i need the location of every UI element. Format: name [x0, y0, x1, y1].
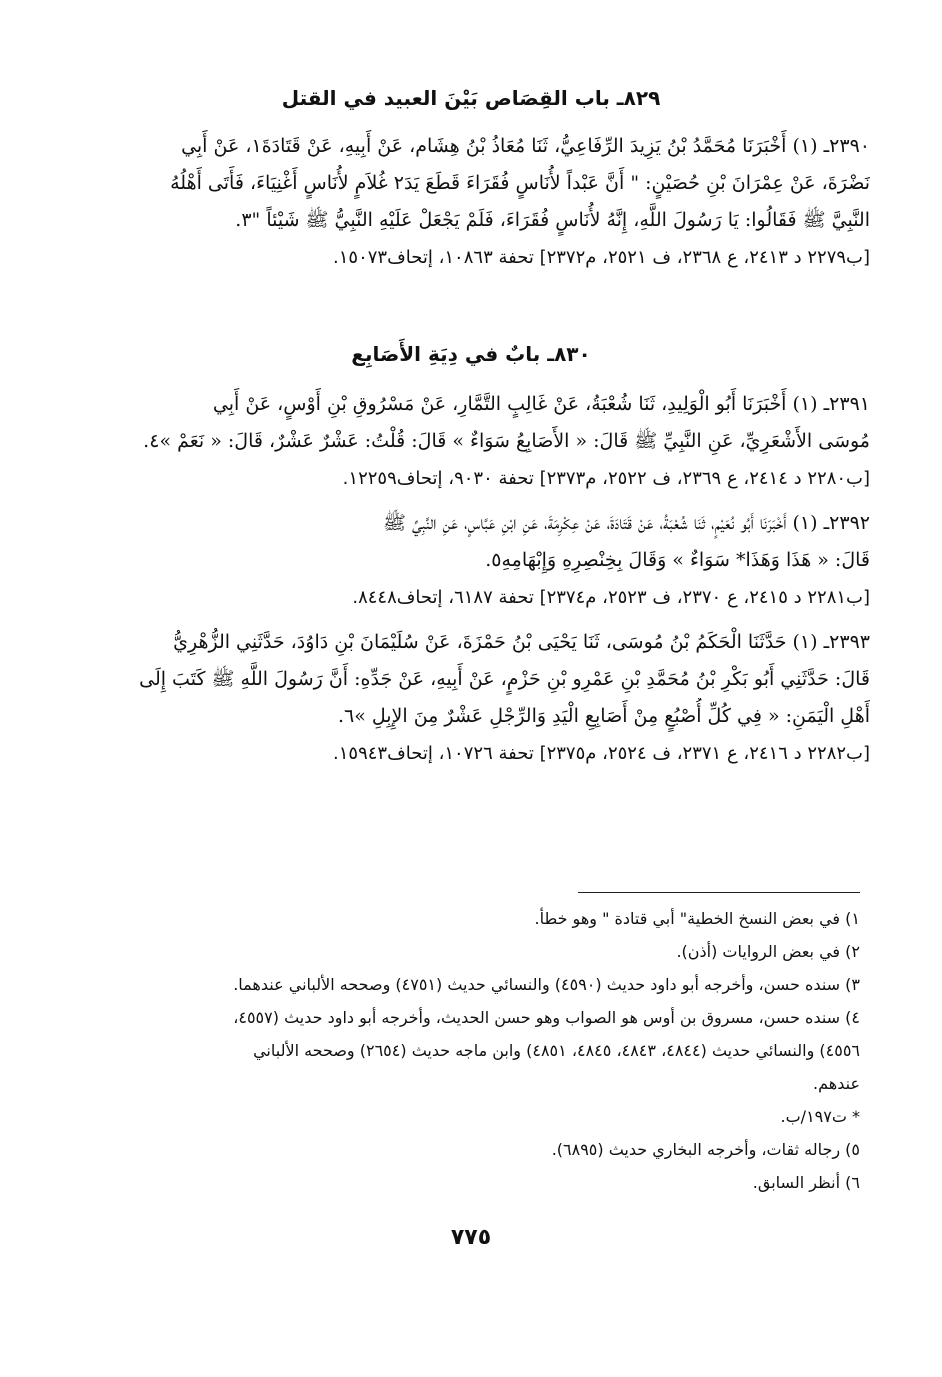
section-body-830	[66, 386, 870, 772]
footnote-4: ٤) سنده حسن، مسروق بن أوس هو الصواب وهو حسن الحديث، وأخرجه أبو داود حديث (٤٥٥٧،	[233, 1008, 860, 1027]
footnote-2: ٢) في بعض الروايات (أذن).	[676, 942, 860, 961]
hadith-reference: [ب٢٢٨٠ د ٢٤١٤، ع ٢٣٦٩، ف ٢٥٢٢، م٢٣٧٣] تحفة ٩٠٣٠، إتحاف١٢٢٥٩.	[342, 468, 870, 489]
footnote-3: ٣) سنده حسن، وأخرجه أبو داود حديث (٤٥٩٠) والنسائي حديث (٤٧٥١) وصححه الألباني عندهما.	[233, 975, 860, 994]
section-heading-829: ٨٢٩ـ باب القِصَاص بَيْنَ العبيد في القتل	[281, 86, 661, 110]
hadith-line: أَهْلِ الْيَمَنِ: « فِي كُلِّ أُصْبُعٍ مِنْ أَصَابِعِ الْيَدِ وَالرِّجْلِ عَشْرٌ مِنَ الإِبِلِ »٦.	[337, 705, 870, 727]
footnote-manuscript-marker: * ت١٩٧/ب.	[780, 1107, 860, 1126]
hadith-line: نَضْرَةَ، عَنْ عِمْرَانَ بْنِ حُصَيْنٍ: " أَنَّ عَبْداً لأُنَاسٍ فُقَرَاءَ قَطَعَ يَدَ٢ غُلاَمٍ لأُنَاسٍ أَغْنِيَاءَ، فَأَتَى أَهْلُهُ	[170, 172, 870, 194]
hadith-line: قَالَ: حَدَّثَنِي أَبُو بَكْرِ بْنُ مُحَمَّدِ بْنِ عَمْرِو بْنِ حَزْمٍ، عَنْ أَبِيهِ، عَنْ جَدِّهِ: أَنَّ رَسُولَ اللَّهِ ﷺ كَتَبَ إِلَى	[139, 668, 870, 690]
footnote-5: ٥) رجاله ثقات، وأخرجه البخاري حديث (٦٨٩٥).	[551, 1140, 860, 1159]
hadith-reference: [ب٢٢٨٢ د ٢٤١٦، ع ٢٣٧١، ف ٢٥٢٤، م٢٣٧٥] تحفة ١٠٧٢٦، إتحاف١٥٩٤٣.	[333, 743, 870, 764]
hadith-2391	[66, 386, 870, 497]
hadith-line: ٢٣٩٢ـ (١) أَخْبَرَنَا أَبُو نُعَيْمٍ، ثَنَا شُعْبَةُ، عَنْ قَتَادَةَ، عَنْ عِكْرِمَةَ، عَنِ ابْنِ عَبَّاسٍ، عَنِ النَّبِيِّ ﷺ	[382, 512, 870, 534]
section-body-829	[66, 128, 870, 276]
hadith-line: النَّبِيَّ ﷺ فَقَالُوا: يَا رَسُولَ اللَّهِ، إِنَّهُ لأُنَاسٍ فُقَرَاءَ، فَلَمْ يَجْعَلْ عَلَيْهِ النَّبِيُّ ﷺ شَيْئاً "٣.	[235, 209, 870, 231]
footnote-1: ١) في بعض النسخ الخطية" أبي قتادة " وهو خطأ.	[534, 909, 860, 928]
footnote-separator	[578, 892, 860, 893]
hadith-line: ٢٣٩٠ـ (١) أَخْبَرَنَا مُحَمَّدُ بْنُ يَزِيدَ الرِّفَاعِيُّ، ثَنَا مُعَاذُ بْنُ هِشَام، عَنْ أَبِيهِ، عَنْ قَتَادَةَ١، عَنْ أَبِي	[181, 135, 870, 157]
hadith-line: مُوسَى الأَشْعَرِيِّ، عَنِ النَّبِيِّ ﷺ قَالَ: « الأَصَابِعُ سَوَاءٌ » قَالَ: قُلْتُ: عَشْرٌ عَشْرٌ، قَالَ: « نَعَمْ »٤.	[143, 430, 870, 452]
footnote-4-continued: ٤٥٥٦) والنسائي حديث (٤٨٤٤، ٤٨٤٣، ٤٨٤٥، ٤٨٥١) وابن ماجه حديث (٢٦٥٤) وصححه الألباني	[253, 1041, 860, 1060]
page-number: ٧٧٥	[450, 1225, 492, 1250]
hadith-2390	[66, 128, 870, 276]
hadith-2392	[66, 505, 870, 616]
hadith-reference: [ب٢٢٨١ د ٢٤١٥، ع ٢٣٧٠، ف ٢٥٢٣، م٢٣٧٤] تحفة ٦١٨٧، إتحاف٨٤٤٨.	[352, 587, 870, 608]
footnote-6: ٦) أنظر السابق.	[752, 1173, 860, 1192]
footnotes	[66, 902, 860, 1199]
hadith-line: قَالَ: « هَذَا وَهَذَا* سَوَاءٌ » وَقَالَ بِخِنْصِرِهِ وَإِبْهَامِهِ٥.	[485, 549, 870, 571]
section-heading-830: ٨٣٠ـ بابٌ في دِيَةِ الأَصَابِع	[351, 342, 591, 366]
hadith-line: ٢٣٩١ـ (١) أَخْبَرَنَا أَبُو الْوَلِيدِ، ثَنَا شُعْبَةُ، عَنْ غَالِبٍ التَّمَّارِ، عَنْ مَسْرُوقِ بْنِ أَوْسٍ، عَنْ أَبِي	[212, 393, 870, 415]
footnote-4-end: عندهم.	[813, 1074, 860, 1093]
hadith-2393	[66, 624, 870, 772]
hadith-reference: [ب٢٢٧٩ د ٢٤١٣، ع ٢٣٦٨، ف ٢٥٢١، م٢٣٧٢] تحفة ١٠٨٦٣، إتحاف١٥٠٧٣.	[333, 247, 870, 268]
hadith-line: ٢٣٩٣ـ (١) حَدَّثَنَا الْحَكَمُ بْنُ مُوسَى، ثَنَا يَحْيَى بْنُ حَمْزَةَ، عَنْ سُلَيْمَانَ بْنِ دَاوُدَ، حَدَّثَنِي الزُّهْرِيُّ	[173, 631, 870, 653]
